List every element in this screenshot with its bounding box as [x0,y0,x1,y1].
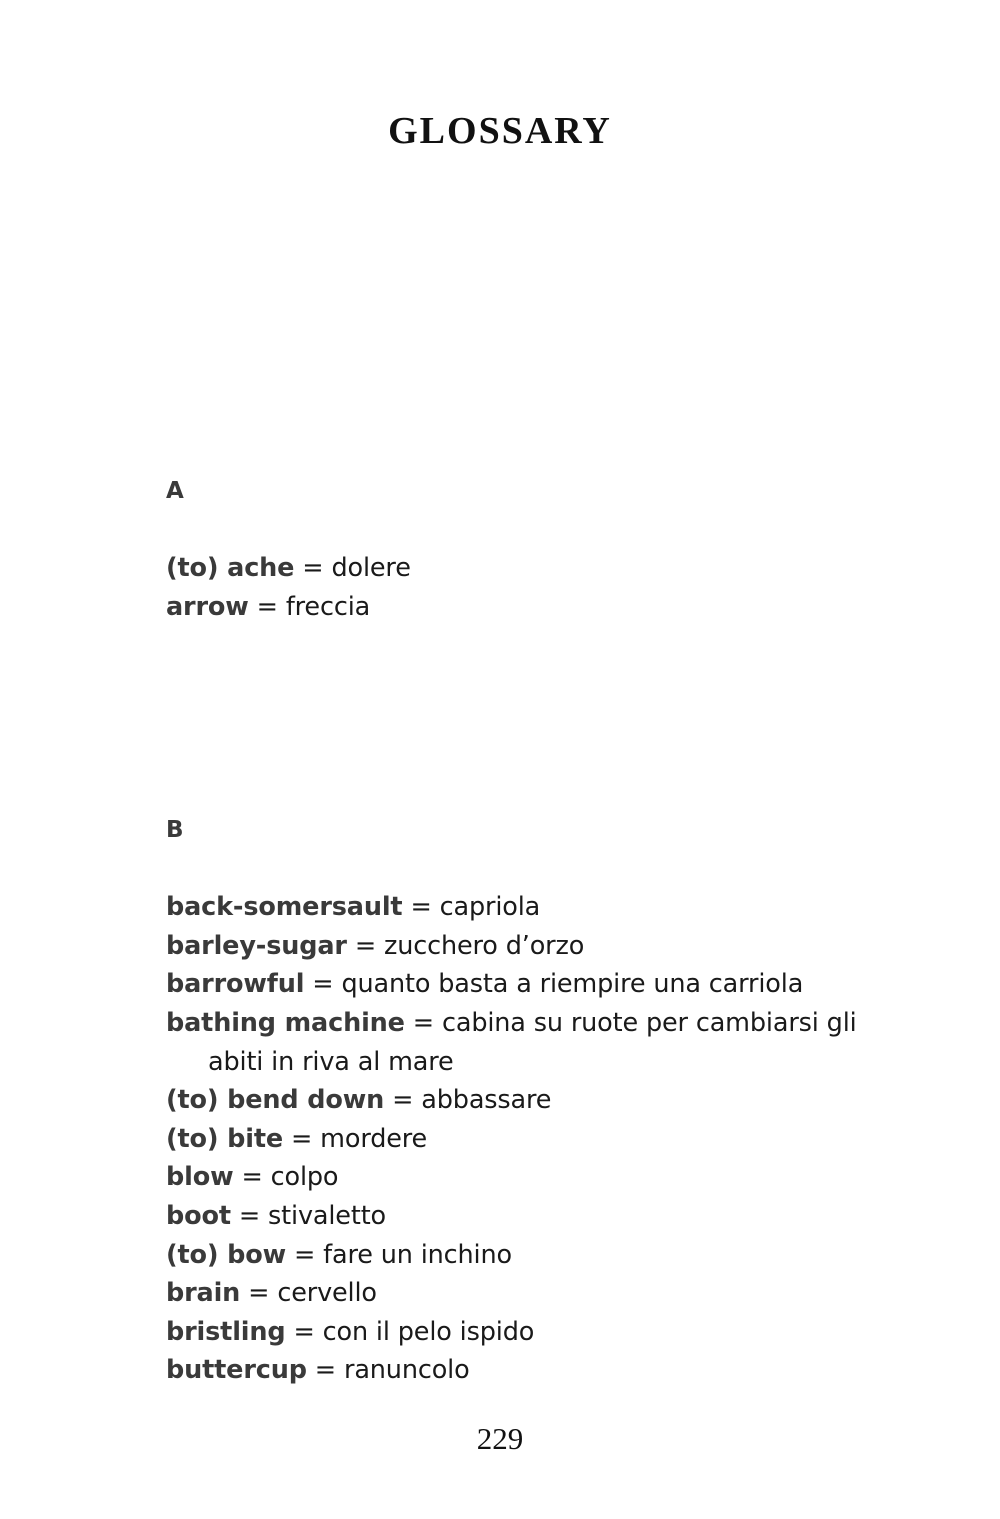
entry-definition: freccia [285,591,371,622]
entry-headword: (to) bend down [166,1085,385,1116]
glossary-entry [166,1197,866,1236]
glossary-entry [166,927,866,966]
entry-separator: = [285,1316,323,1347]
letter-section-a [166,480,866,626]
entry-headword: buttercup [166,1355,307,1386]
letter-heading-b: B [166,817,184,844]
entry-definition: mordere [320,1123,428,1154]
page-number: 229 [476,1421,524,1456]
entry-separator: = [283,1123,321,1154]
entry-definition: capriola [439,892,541,923]
entry-separator: = [248,591,286,622]
entry-definition: dolere [331,553,411,583]
glossary-entry [166,965,866,1004]
glossary-entry [166,1313,866,1352]
glossary-entry [166,1351,866,1390]
entry-definition: cervello [277,1278,377,1309]
entry-headword: barrowful [166,969,305,1000]
entry-headword: (to) ache [166,553,295,583]
entry-separator: = [240,1278,278,1309]
glossary-body [166,480,866,1390]
entry-headword: blow [166,1162,234,1193]
entry-list-a [166,549,866,626]
glossary-entry [166,1120,866,1159]
entry-headword: bathing machine [166,1007,405,1038]
entry-headword: (to) bow [166,1239,287,1270]
glossary-entry [166,1081,866,1120]
letter-section-b [166,819,866,1390]
entry-headword: bristling [166,1316,286,1347]
entry-headword: (to) bite [166,1123,284,1154]
glossary-entry [166,549,866,588]
glossary-entry [166,888,866,927]
entry-headword: brain [166,1278,241,1309]
entry-separator: = [306,1355,344,1386]
entry-separator: = [404,1007,442,1038]
entry-definition: cabina su ruote per cambiarsi gli abiti in riva al mare [208,1007,857,1077]
entry-definition: con il pelo ispido [322,1316,535,1347]
entry-headword: back-somersault [166,892,403,923]
entry-headword: barley-sugar [166,930,347,961]
entry-definition: stivaletto [268,1200,386,1231]
glossary-entry [166,588,866,627]
entry-separator: = [384,1085,422,1116]
entry-separator: = [233,1162,271,1193]
entry-separator: = [286,1239,324,1270]
entry-list-b [166,888,866,1390]
entry-definition: fare un inchino [323,1239,512,1270]
letter-heading-a: A [166,478,185,504]
entry-definition: abbassare [421,1085,552,1116]
entry-separator: = [402,892,440,923]
entry-definition: zucchero d’orzo [384,930,585,961]
entry-definition: quanto basta a riempire una carriola [341,969,804,1000]
entry-definition: ranuncolo [343,1355,470,1386]
entry-headword: boot [166,1200,231,1231]
page-title: GLOSSARY [388,110,612,153]
glossary-entry [166,1158,866,1197]
entry-separator: = [304,969,342,1000]
entry-definition: colpo [270,1162,339,1193]
glossary-entry [166,1004,866,1081]
entry-separator: = [346,930,384,961]
entry-separator: = [230,1200,269,1231]
glossary-entry [166,1274,866,1313]
entry-separator: = [294,553,332,583]
glossary-entry [166,1236,866,1275]
entry-headword: arrow [166,591,249,622]
